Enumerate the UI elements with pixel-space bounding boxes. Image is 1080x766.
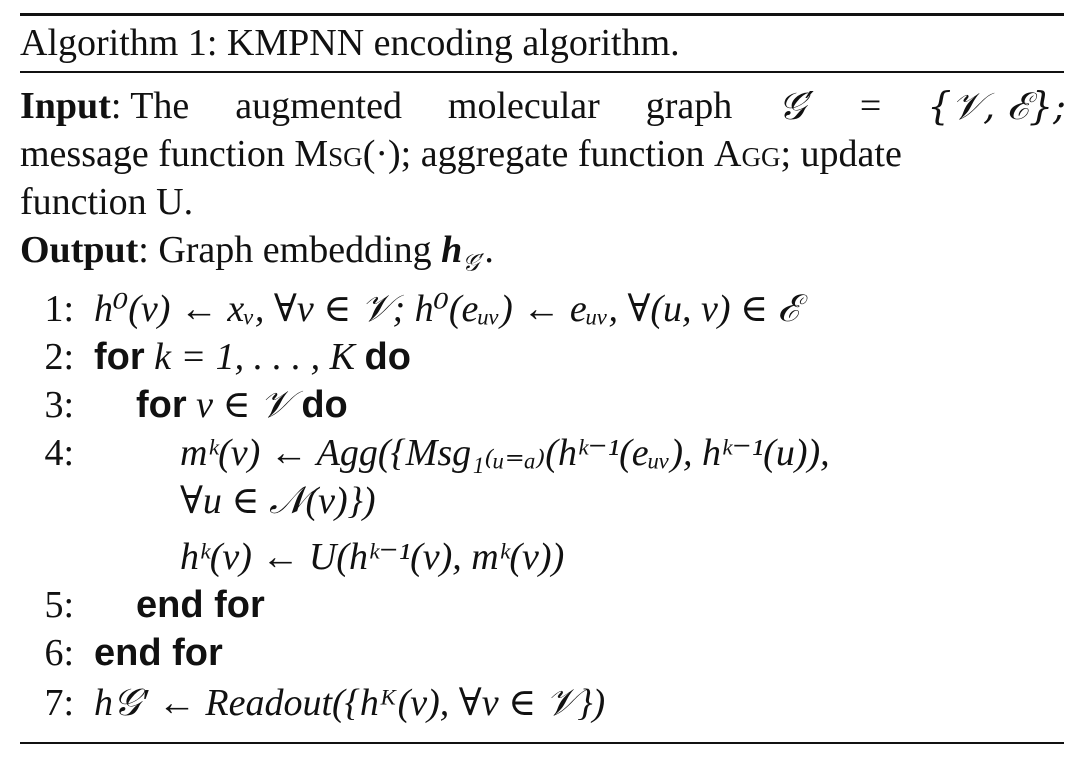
line-number: 2: — [44, 336, 74, 378]
step-5 — [0, 581, 1080, 629]
embedding-symbol: h — [441, 229, 463, 271]
input-line-1: Input: The augmented molecular graph 𝒢′ = {𝒱, ℰ}; — [20, 84, 1066, 128]
step-code: h⁰(v) ← xᵥ, ∀v ∈ 𝒱; h⁰(eᵤᵥ) ← eᵤᵥ, ∀(u, v) ∈ ℰ — [94, 288, 800, 330]
input-label: Input — [20, 85, 111, 127]
embedding-subscript: 𝒢′ — [462, 248, 485, 277]
keyword-end-for: end for — [94, 632, 223, 674]
step-3 — [0, 381, 1080, 429]
line-number: 3: — [44, 384, 74, 426]
input-block — [20, 82, 1066, 226]
input-word: graph — [645, 85, 733, 127]
step-update — [0, 533, 1080, 581]
output-label: Output — [20, 229, 139, 271]
top-rule — [20, 13, 1064, 16]
input-word: molecular — [447, 85, 600, 127]
step-4 — [0, 429, 1080, 477]
title-rule — [20, 71, 1064, 73]
graph-set: {𝒱, ℰ}; — [927, 84, 1066, 128]
step-code: ∀u ∈ 𝒩(v)}) — [180, 480, 376, 522]
line-number: 4: — [44, 432, 74, 474]
step-2 — [0, 333, 1080, 381]
output-line: Output: Graph embedding $h_{𝒢'}$. — [20, 229, 494, 277]
line-number: 1: — [44, 288, 74, 330]
input-line-3: function U. — [20, 181, 194, 223]
step-code: for k = 1, . . . , K do — [94, 336, 411, 378]
agg-function: Agg — [714, 133, 781, 175]
step-1 — [0, 285, 1080, 333]
step-4-continuation — [0, 477, 1080, 525]
graph-symbol: 𝒢′ — [778, 84, 814, 128]
line-number: 5: — [44, 584, 74, 626]
input-word: augmented — [235, 85, 402, 127]
step-code: hᵏ(v) ← U(hᵏ⁻¹(v), mᵏ(v)) — [180, 536, 565, 578]
step-7 — [0, 679, 1080, 727]
line-number: 7: — [44, 682, 74, 724]
output-block — [20, 226, 1066, 277]
equals-sign: = — [859, 85, 882, 127]
bottom-rule — [20, 742, 1064, 744]
msg-function: Msg — [294, 133, 363, 175]
keyword-for: for — [136, 384, 187, 426]
step-code: h𝒢′ ← Readout({hᴷ(v), ∀v ∈ 𝒱}) — [94, 682, 606, 724]
keyword-for: for — [94, 336, 145, 378]
step-code: mᵏ(v) ← Agg({Msg₁₍ᵤ₌ₐ₎(hᵏ⁻¹(eᵤᵥ), hᵏ⁻¹(u)), — [180, 432, 830, 474]
step-code: for v ∈ 𝒱 do — [136, 384, 348, 426]
step-6 — [0, 629, 1080, 677]
keyword-do: do — [301, 384, 348, 426]
algorithm-title: Algorithm 1: KMPNN encoding algorithm. — [20, 22, 680, 64]
input-line-2: message function Msg(·); aggregate function Agg; update — [20, 133, 902, 175]
keyword-end-for: end for — [136, 584, 265, 626]
line-number: 6: — [44, 632, 74, 674]
keyword-do: do — [364, 336, 411, 378]
input-word: The — [130, 85, 190, 127]
